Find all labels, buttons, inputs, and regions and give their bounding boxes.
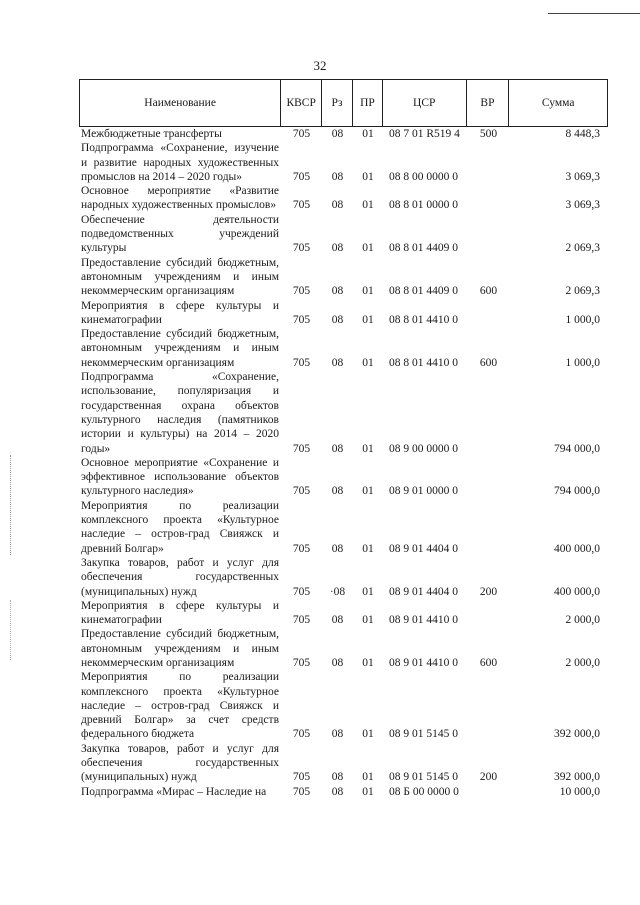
row-name: Межбюджетные трансферты [81,128,222,140]
row-pr: 01 [362,728,374,741]
row-name: Мероприятия по реализации комплексного проекта «Культурное наследие – остров-град Свияжск и древний Болгар» [81,499,279,555]
row-kvsr: 705 [292,199,311,212]
page-number: 32 [313,58,327,73]
row-kvsr: 705 [292,771,311,784]
row-rz: 08 [331,285,344,298]
margin-dots [10,600,12,660]
row-pr: 01 [362,656,374,669]
row-kvsr: 705 [292,313,311,326]
table-row [79,785,608,799]
row-rz: 08 [331,356,344,369]
header-csr: ЦСР [383,80,467,126]
row-name: Подпрограмма «Мирас – Наследие на [81,785,267,798]
row-kvsr: 705 [292,656,311,669]
row-rz: 08 [331,313,344,326]
row-csr: 08 8 01 4410 0 [389,356,458,369]
row-csr: 08 9 01 4404 0 [389,585,458,598]
row-kvsr: 705 [292,128,311,140]
row-kvsr: 705 [292,728,311,741]
row-vr: 200 [479,771,498,784]
row-sum: 2 069,3 [565,285,600,298]
row-kvsr: 705 [292,585,311,598]
header-sum: Сумма [541,97,575,109]
row-rz: 08 [331,542,344,555]
row-sum: 400 000,0 [554,585,600,598]
row-rz: 08 [331,656,344,669]
row-csr: 08 9 01 5145 0 [389,771,458,784]
row-rz: 08 [331,728,344,741]
row-kvsr: 705 [292,614,311,627]
row-kvsr: 705 [292,485,311,498]
table-row [79,256,608,299]
row-kvsr: 705 [292,285,311,298]
row-csr: 08 7 01 R519 4 [389,128,460,140]
table-row [79,599,608,628]
row-csr: 08 9 01 4410 0 [389,614,458,627]
row-pr: 01 [362,356,374,369]
row-rz: 08 [331,170,344,183]
row-rz: 08 [331,485,344,498]
row-csr: 08 8 01 0000 0 [389,199,458,212]
table-row [79,670,608,741]
table-row [79,299,608,328]
row-csr: 08 9 01 4404 0 [389,542,458,555]
row-csr: 08 8 01 4410 0 [389,313,458,326]
row-kvsr: 705 [292,785,311,798]
row-rz: 08 [331,771,344,784]
row-kvsr: 705 [292,356,311,369]
margin-dots [10,455,12,555]
row-name: Основное мероприятие «Сохранение и эффективное использование объектов культурного наследия» [81,456,279,498]
row-kvsr: 705 [292,242,311,255]
row-sum: 392 000,0 [554,771,600,784]
row-sum: 392 000,0 [554,728,600,741]
table-row [79,556,608,599]
row-name: Предоставление субсидий бюджетным, автономным учреждениям и иным некоммерческим организациям [81,256,279,298]
top-rule [548,13,640,14]
row-pr: 01 [362,170,374,183]
row-rz: 08 [331,199,344,212]
row-vr: 600 [479,285,498,298]
row-csr: 08 Б 00 0000 0 [389,785,459,798]
row-pr: 01 [362,442,374,455]
row-sum: 1 000,0 [565,356,600,369]
row-csr: 08 9 01 0000 0 [389,485,458,498]
table-body [79,127,608,799]
row-sum: 794 000,0 [554,442,600,455]
table-header [79,79,608,127]
header-rz: Рз [322,80,353,126]
row-vr: 200 [479,585,498,598]
row-sum: 2 000,0 [565,614,600,627]
row-sum: 8 448,3 [565,128,600,140]
table-row [79,327,608,370]
table-row [79,499,608,556]
row-rz: ·08 [329,585,346,598]
row-kvsr: 705 [292,542,311,555]
table-row [79,370,608,456]
header-kvsr: КВСР [281,80,322,126]
row-sum: 2 000,0 [565,656,600,669]
row-pr: 01 [362,614,374,627]
row-rz: 08 [331,785,344,798]
row-rz: 08 [331,128,344,140]
row-sum: 400 000,0 [554,542,600,555]
row-kvsr: 705 [292,170,311,183]
row-vr: 600 [479,356,498,369]
row-name: Закупка товаров, работ и услуг для обеспечения государственных (муниципальных) нужд [81,556,279,598]
row-pr: 01 [362,485,374,498]
row-pr: 01 [362,313,374,326]
table-row [79,184,608,213]
row-name: Предоставление субсидий бюджетным, автономным учреждениям и иным некоммерческим организациям [81,328,279,369]
header-vr: ВР [467,80,510,126]
table-row [79,213,608,256]
table-row [79,456,608,499]
row-vr: 500 [479,128,498,140]
row-rz: 08 [331,614,344,627]
row-csr: 08 9 01 4410 0 [389,656,458,669]
row-name: Мероприятия в сфере культуры и кинематографии [81,299,279,326]
row-sum: 10 000,0 [559,785,600,798]
row-pr: 01 [362,585,374,598]
table-row [79,742,608,785]
header-name: Наименование [80,80,281,126]
row-pr: 01 [362,542,374,555]
row-name: Предоставление субсидий бюджетным, автономным учреждениям и иным некоммерческим организациям [81,628,279,669]
row-name: Обеспечение деятельности подведомственных учреждений культуры [81,213,279,255]
row-name: Подпрограмма «Сохранение, использование, популяризация и государственная охрана объектов культурного наследия (памятников истории и культуры) на 2014 – 2020 годы» [81,371,279,455]
row-csr: 08 8 01 4409 0 [389,285,458,298]
row-sum: 3 069,3 [565,199,600,212]
row-name: Закупка товаров, работ и услуг для обеспечения государственных (муниципальных) нужд [81,742,279,784]
row-name: Мероприятия по реализации комплексного проекта «Культурное наследие – остров-град Свияжск и древний Болгар» за счет средств федерального бюджета [81,671,279,741]
row-sum: 1 000,0 [565,313,600,326]
row-rz: 08 [331,442,344,455]
row-name: Подпрограмма «Сохранение, изучение и развитие народных художественных промыслов на 2014 – 2020 годы» [81,142,279,183]
row-pr: 01 [362,242,374,255]
row-pr: 01 [362,785,374,798]
row-csr: 08 8 01 4409 0 [389,242,458,255]
row-csr: 08 9 01 5145 0 [389,728,458,741]
row-rz: 08 [331,242,344,255]
row-csr: 08 9 00 0000 0 [389,442,458,455]
table-row [79,127,608,141]
row-pr: 01 [362,128,374,140]
row-csr: 08 8 00 0000 0 [389,170,458,183]
row-name: Мероприятия в сфере культуры и кинематографии [81,599,279,627]
row-name: Основное мероприятие «Развитие народных художественных промыслов» [81,185,279,212]
row-vr: 600 [479,656,498,669]
row-pr: 01 [362,285,374,298]
budget-table [79,79,608,799]
row-sum: 2 069,3 [565,242,600,255]
table-row [79,141,608,184]
row-pr: 01 [362,199,374,212]
row-sum: 3 069,3 [565,170,600,183]
header-pr: ПР [353,80,383,126]
row-kvsr: 705 [292,442,311,455]
table-row [79,627,608,670]
row-pr: 01 [362,771,374,784]
row-sum: 794 000,0 [554,485,600,498]
